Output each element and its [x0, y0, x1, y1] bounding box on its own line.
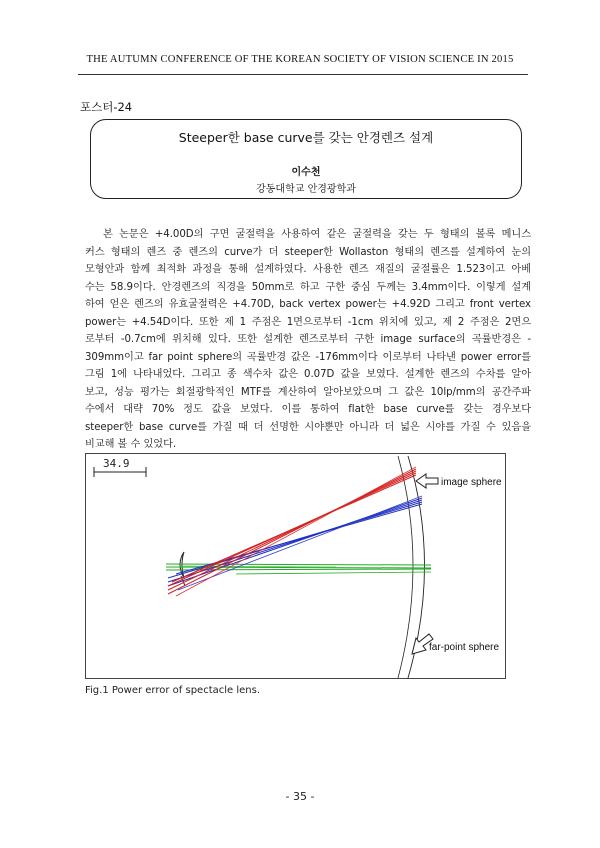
abstract-line: 모형안과 함께 최적화 과정을 통해 설계하였다. 사용한 렌즈 재질의 굴절률은 1.523이고 아베	[85, 264, 531, 275]
abstract-line: 본 논문은 +4.00D의 구면 굴절력을 사용하여 같은 굴절력을 갖는 두 형태의 볼록 메니스	[103, 229, 531, 240]
paper-title: Steeper한 base curve를 갖는 안경렌즈 설계	[178, 130, 434, 145]
author-name: 이수천	[291, 167, 321, 178]
abstract-line: 그림 1에 나타내었다. 그리고 종 색수차 값은 0.07D 값을 보였다. 설계한 렌즈의 수차를 알아	[85, 369, 531, 380]
far-point-sphere-label: far-point sphere	[429, 642, 500, 653]
conference-header: THE AUTUMN CONFERENCE OF THE KOREAN SOCIETY OF VISION SCIENCE IN 2015	[86, 54, 514, 65]
power-error-figure	[85, 453, 506, 679]
abstract	[85, 226, 531, 454]
image-sphere-arrow-icon	[416, 474, 438, 488]
scale-label: 34.9	[103, 457, 130, 470]
abstract-line: 309mm이고 far point sphere의 곡률반경 값은 -176mm이다 이로부터 나타낸 power error를	[85, 351, 531, 363]
figure-caption: Fig.1 Power error of spectacle lens.	[85, 685, 261, 696]
abstract-line: 수는 58.9이다. 안경렌즈의 직경을 50mm로 하고 구한 중심 두께는 3.4mm이다. 이렇게 설계	[85, 281, 531, 293]
ray-bundle-red	[168, 467, 416, 596]
abstract-line: 수에서 대략 70% 정도 값을 보였다. 이를 통하여 flat한 base curve를 갖는 경우보다	[85, 404, 531, 415]
abstract-line: steeper한 base curve를 가질 때 더 선명한 시야뿐만 아니라 더 넓은 시야를 가질 수 있음을	[85, 421, 531, 433]
ray-bundle-blue	[168, 496, 422, 590]
far-point-sphere-arc	[398, 456, 413, 678]
abstract-line: 로부터 -0.7cm에 위치해 있다. 또한 설계한 렌즈로부터 구한 image surface의 곡률반경은 -	[85, 334, 531, 345]
image-sphere-label: image sphere	[441, 477, 502, 488]
abstract-line: power는 +4.54D이다. 또한 제 1 주점은 1면으로부터 -1cm 위치에 있고, 제 2 주점은 2면으	[85, 316, 531, 328]
header-rule	[78, 74, 528, 75]
poster-label: 포스터-24	[80, 100, 133, 114]
abstract-line: 비교해 볼 수 있었다.	[85, 439, 177, 450]
title-box	[90, 119, 522, 199]
abstract-line: 하여 얻은 렌즈의 유효굴절력은 +4.70D, back vertex power는 +4.92D 그리고 front vertex	[85, 299, 531, 310]
page-number: - 35 -	[285, 790, 315, 803]
abstract-line: 커스 형태의 렌즈 중 렌즈의 curve가 더 steeper한 Wollaston 형태의 렌즈를 설계하여 눈의	[85, 246, 531, 258]
author-affiliation: 강동대학교 안경광학과	[256, 184, 356, 195]
abstract-line: 보고, 성능 평가는 회절광학적인 MTF를 계산하여 알아보았으며 그 값은 10lp/mm의 공간주파	[85, 386, 531, 398]
